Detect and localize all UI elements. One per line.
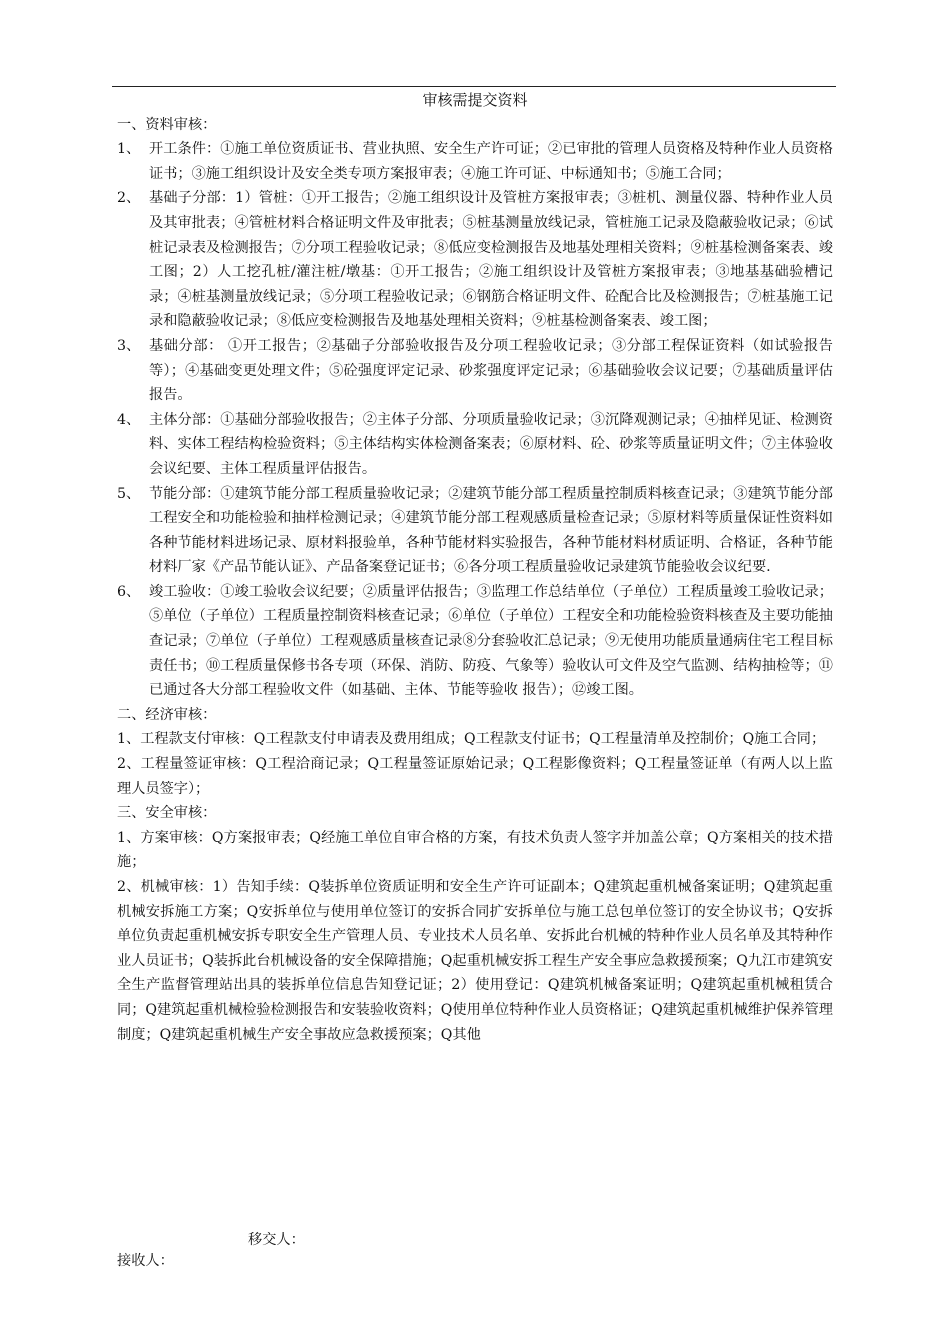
list-item <box>117 408 833 482</box>
paragraph-plan-review: 1、方案审核：Q方案报审表；Q经施工单位自审合格的方案，有技术负责人签字并加盖公章；Q方案相关的技术措施； <box>117 829 833 871</box>
list-number: 4、 <box>117 411 141 428</box>
list-item <box>117 580 833 703</box>
list-item <box>117 186 833 334</box>
document-title: 审核需提交资料 <box>422 91 528 109</box>
header-rule <box>112 86 836 87</box>
list-item <box>117 137 833 186</box>
list-number: 6、 <box>117 583 141 600</box>
list-text: 基础子分部：1）管桩：①开工报告；②施工组织设计及管桩方案报审表；③桩机、测量仪器、特种作业人员及其审批表；④管桩材料合格证明文件及审批表；⑤桩基测量放线记录，管桩施工记录及隐蔽验收记录；⑥试桩记录表及检测报告；⑦分项工程验收记录；⑧低应变检测报告及地基处理相关资料；⑨桩基检测备案表、竣工图；2）人工挖孔桩/灌注桩/墩基：①开工报告；②施工组织设计及管桩方案报审表；③地基基础验槽记录；④桩基测量放线记录；⑤分项工程验收记录；⑥钢筋合格证明文件、砼配合比及检测报告；⑦桩基施工记录和隐蔽验收记录；⑧低应变检测报告及地基处理相关资料；⑨桩基检测备案表、竣工图； <box>149 190 833 330</box>
section-heading-economic-review: 二、经济审核： <box>117 706 217 723</box>
list-number: 2、 <box>117 190 141 207</box>
list-text: 主体分部：①基础分部验收报告；②主体子分部、分项质量验收记录；③沉降观测记录；④抽样见证、检测资料、实体工程结构检验资料；⑤主体结构实体检测备案表；⑥原材料、砼、砂浆等质量证明文件；⑦主体验收会议纪要、主体工程质量评估报告。 <box>149 411 833 477</box>
paragraph-payment-review: 1、工程款支付审核：Q工程款支付申请表及费用组成；Q工程款支付证书；Q工程量清单及控制价；Q施工合同； <box>117 731 826 748</box>
list-item <box>117 334 833 408</box>
paragraph-quantity-review: 2、工程量签证审核：Q工程洽商记录；Q工程量签证原始记录；Q工程影像资料；Q工程量签证单（有两人以上监理人员签字）； <box>117 756 833 797</box>
list-number: 1、 <box>117 141 141 158</box>
document-body <box>117 88 833 1047</box>
list-number: 3、 <box>117 337 141 354</box>
list-text: 开工条件：①施工单位资质证书、营业执照、安全生产许可证；②已审批的管理人员资格及特种作业人员资格证书；③施工组织设计及安全类专项方案报审表；④施工许可证、中标通知书；⑤施工合同； <box>149 141 833 182</box>
list-text: 竣工验收：①竣工验收会议纪要；②质量评估报告；③监理工作总结单位（子单位）工程质量竣工验收记录；⑤单位（子单位）工程质量控制资料核查记录；⑥单位（子单位）工程安全和功能检验资料核查及主要功能抽查记录；⑦单位（子单位）工程观感质量核查记录⑧分套验收汇总记录；⑨无使用功能质量通病住宅工程目标责任书；⑩工程质量保修书各专项（环保、消防、防疫、气象等）验收认可文件及空气监测、结构抽检等；⑪已通过各大分部工程验收文件（如基础、主体、节能等验收 报告）；⑫竣工图。 <box>149 583 833 699</box>
section-heading-document-review: 一、资料审核： <box>117 116 217 133</box>
list-number: 5、 <box>117 485 141 502</box>
list-text: 节能分部：①建筑节能分部工程质量验收记录；②建筑节能分部工程质量控制质料核查记录；③建筑节能分部工程安全和功能检验和抽样检测记录；④建筑节能分部工程观感质量检查记录；⑤原材料等质量保证性资料如各种节能材料进场记录、原材料报验单，各种节能材料实验报告，各种节能材料材质证明、合格证，各种节能材料厂家《产品节能认证》、产品备案登记证书；⑥各分项工程质量验收记录建筑节能验收会议纪要. <box>149 485 833 576</box>
signature-receiver: 接收人： <box>117 1253 174 1269</box>
section-heading-safety-review: 三、安全审核： <box>117 805 217 822</box>
paragraph-machinery-review: 2、机械审核：1）告知手续：Q装拆单位资质证明和安全生产许可证副本；Q建筑起重机械备案证明；Q建筑起重机械安拆施工方案；Q安拆单位与使用单位签订的安拆合同扩安拆单位与施工总包单位签订的安全协议书；Q安拆单位负责起重机械安拆专职安全生产管理人员、专业技术人员名单、安拆此台机械的特种作业人员名单及其特种作业人员证书；Q装拆此台机械设备的安全保障措施；Q起重机械安拆工程生产安全事应急救援预案；Q九江市建筑安全生产监督管理站出具的装拆单位信息告知登记证；2）使用登记：Q建筑机械备案证明；Q建筑起重机械租赁合同；Q建筑起重机械检验检测报告和安装验收资料；Q使用单位特种作业人员资格证；Q建筑起重机械维护保养管理制度；Q建筑起重机械生产安全事故应急救援预案；Q其他 <box>117 879 833 1043</box>
list-item <box>117 482 833 580</box>
list-text: 基础分部： ①开工报告；②基础子分部验收报告及分项工程验收记录；③分部工程保证资料（如试验报告等）；④基础变更处理文件；⑤砼强度评定记录、砂浆强度评定记录；⑥基础验收会议记要；⑦基础质量评估报告。 <box>149 337 833 404</box>
signature-handover: 移交人： <box>248 1232 305 1248</box>
